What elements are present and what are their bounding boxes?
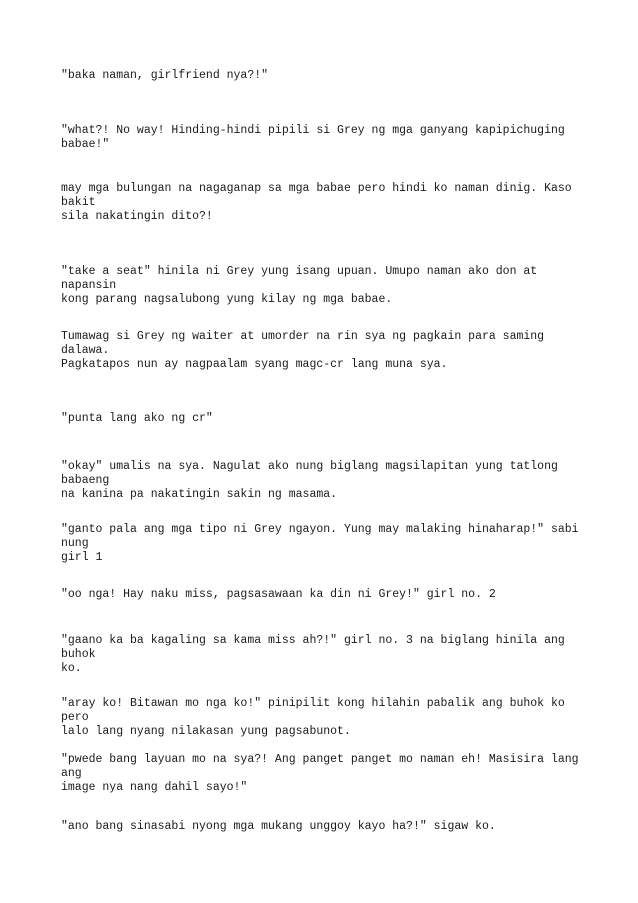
paragraph: "baka naman, girlfriend nya?!" <box>61 69 269 82</box>
paragraph: "take a seat" hinila ni Grey yung isang upuan. Umupo naman ako don at napansin kong parang nagsalubong yung kilay ng mga babae. <box>61 265 538 306</box>
paragraph: "okay" umalis na sya. Nagulat ako nung biglang magsilapitan yung tatlong babaeng na kanina pa nakatingin sakin ng masama. <box>61 460 558 501</box>
paragraph: "oo nga! Hay naku miss, pagsasawaan ka din ni Grey!" girl no. 2 <box>61 588 496 601</box>
paragraph: "ano bang sinasabi nyong mga mukang unggoy kayo ha?!" sigaw ko. <box>61 820 496 833</box>
paragraph: "punta lang ako ng cr" <box>61 412 213 425</box>
paragraph: "what?! No way! Hinding-hindi pipili si Grey ng mga ganyang kapipichuging babae!" <box>61 124 565 151</box>
paragraph: "gaano ka ba kagaling sa kama miss ah?!" girl no. 3 na biglang hinila ang buhok ko. <box>61 634 565 675</box>
paragraph: Tumawag si Grey ng waiter at umorder na rin sya ng pagkain para saming dalawa. Pagkatapos nun ay nagpaalam syang magc-cr lang muna sya. <box>61 330 545 371</box>
paragraph: "pwede bang layuan mo na sya?! Ang panget panget mo naman eh! Masisira lang ang image nya nang dahil sayo!" <box>61 753 579 794</box>
paragraph: may mga bulungan na nagaganap sa mga babae pero hindi ko naman dinig. Kaso bakit sila nakatingin dito?! <box>61 182 572 223</box>
paragraph: "ganto pala ang mga tipo ni Grey ngayon. Yung may malaking hinaharap!" sabi nung girl 1 <box>61 523 579 564</box>
paragraph: "aray ko! Bitawan mo nga ko!" pinipilit kong hilahin pabalik ang buhok ko pero lalo lang nyang nilakasan yung pagsabunot. <box>61 697 565 738</box>
